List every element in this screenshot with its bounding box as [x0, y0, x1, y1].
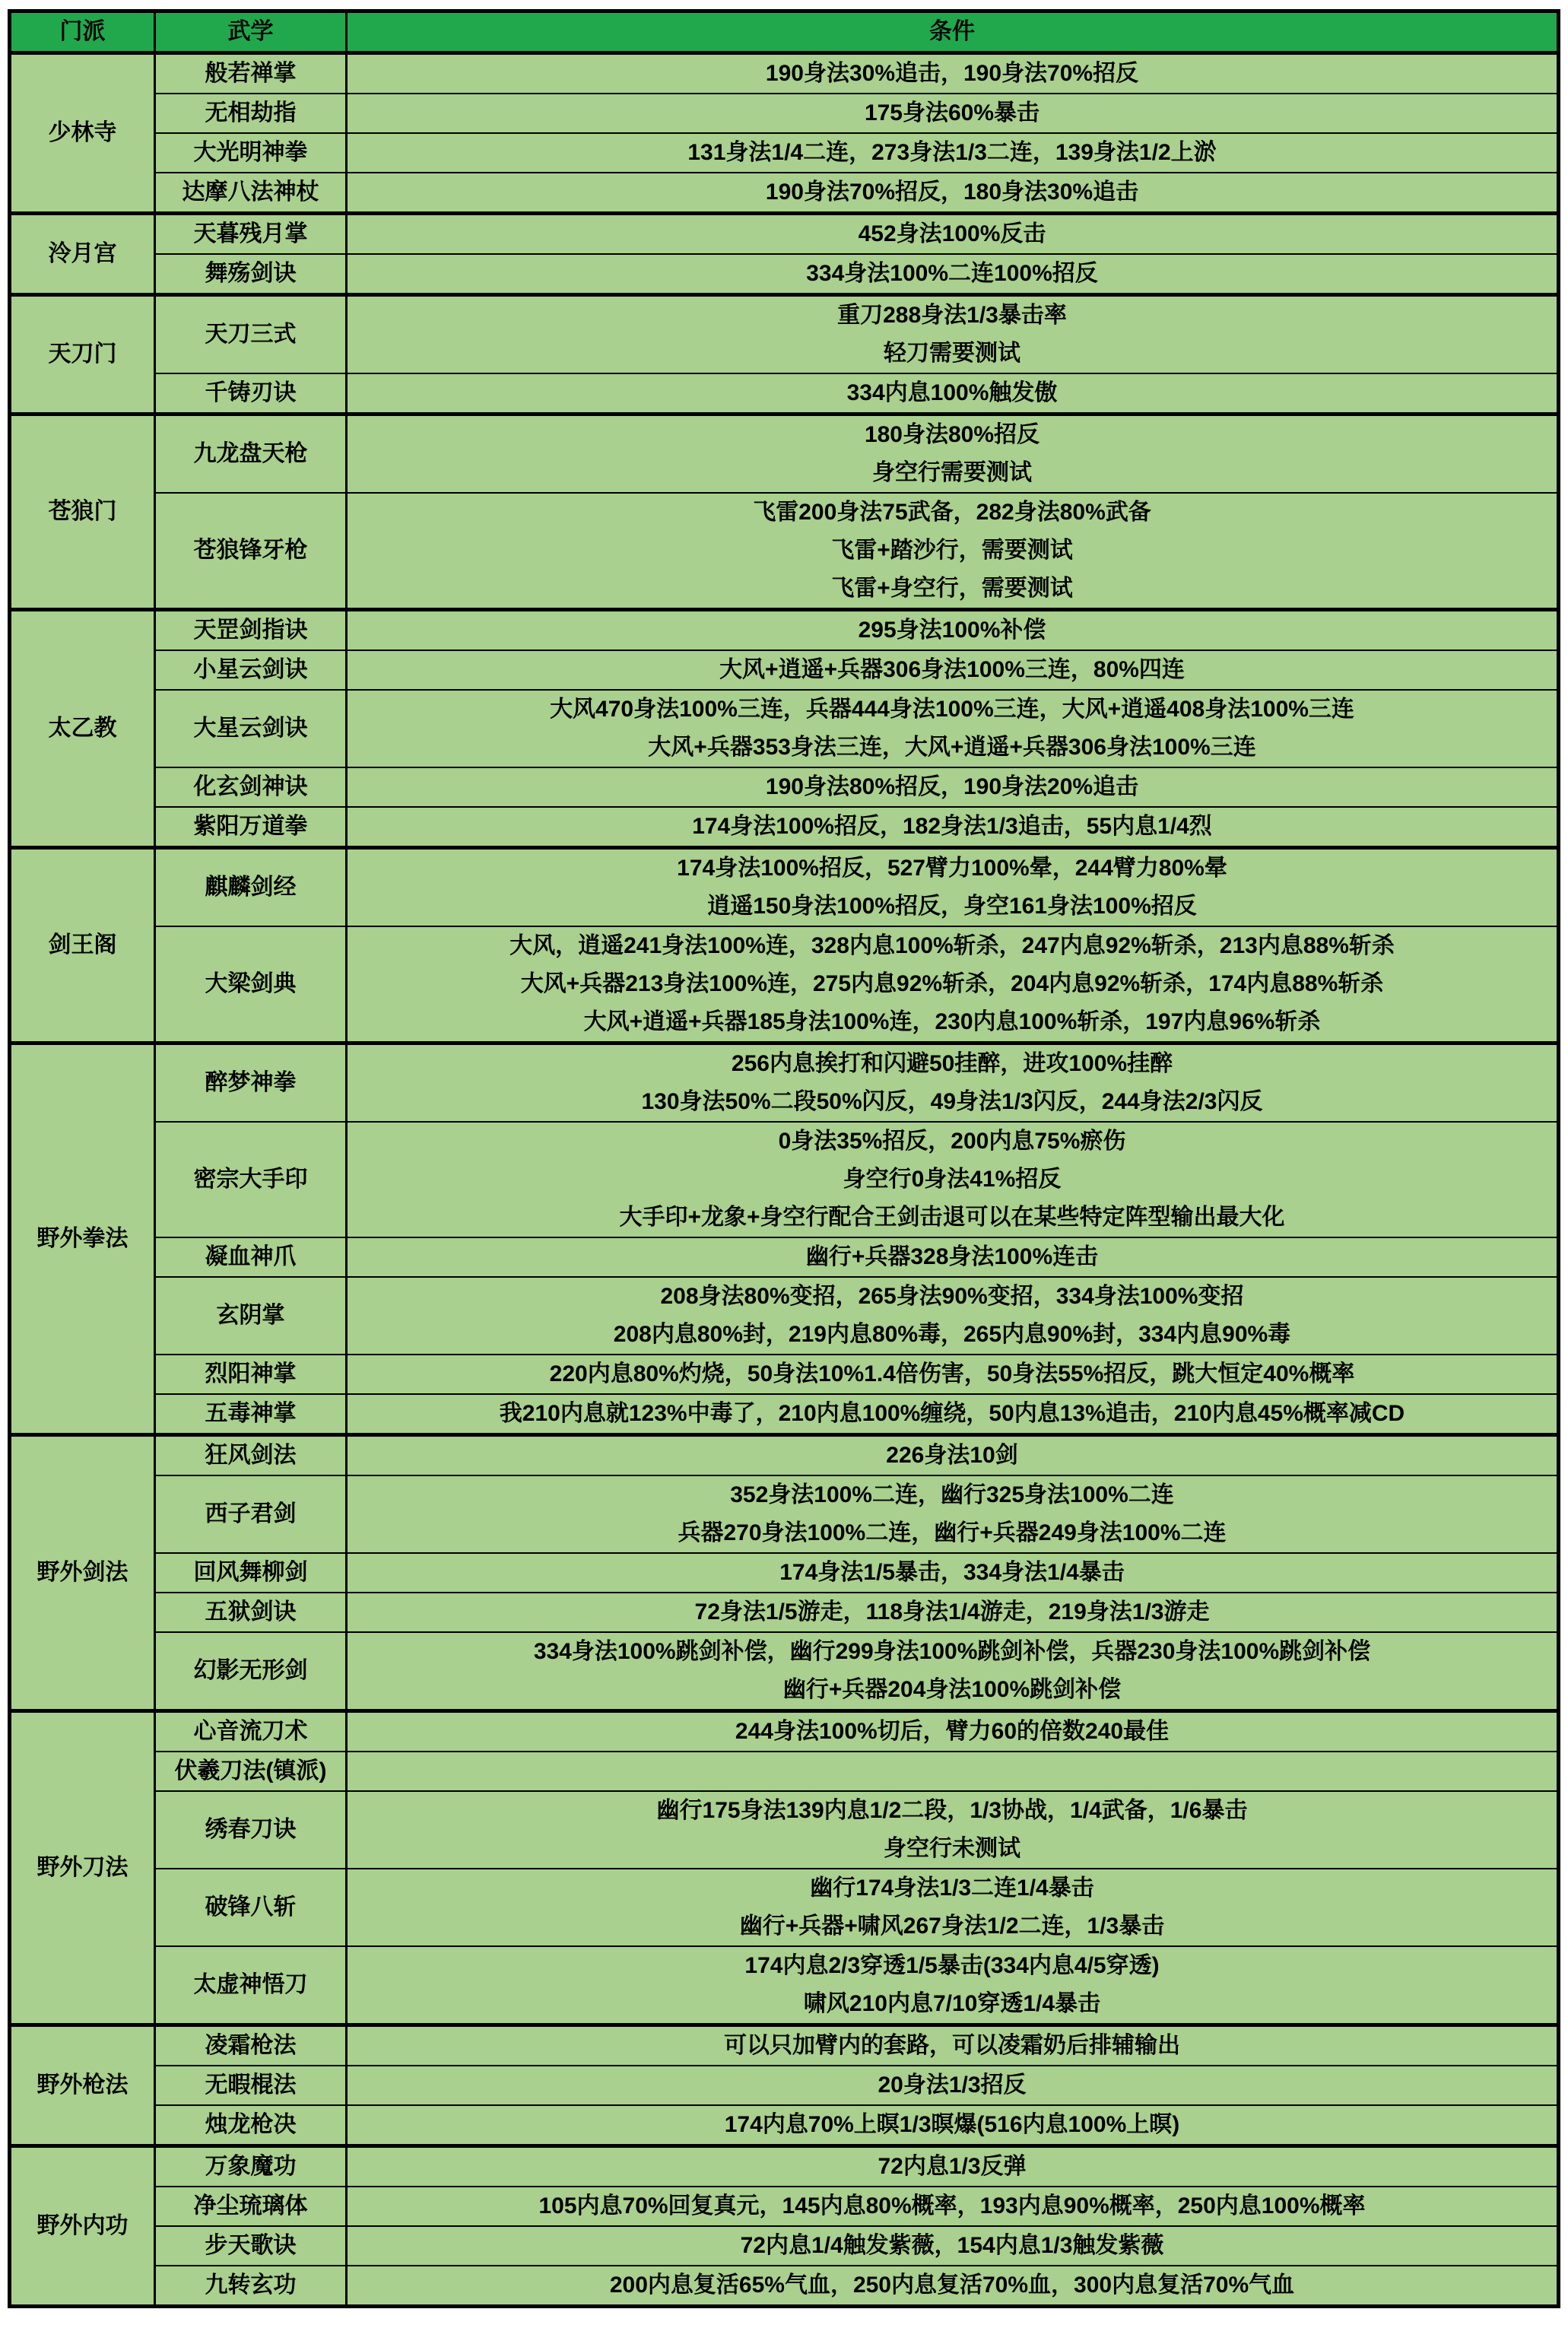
condition-line: 295身法100%补偿 — [858, 618, 1046, 643]
art-cell: 烈阳神掌 — [155, 1355, 347, 1394]
art-cell: 破锋八斩 — [155, 1869, 347, 1946]
table-row — [10, 1435, 1559, 1476]
condition-line: 幽行+兵器328身法100%连击 — [805, 1244, 1099, 1269]
condition-cell — [347, 1632, 1559, 1711]
condition-line: 334内息100%触发傲 — [846, 380, 1058, 405]
table-row — [10, 690, 1559, 767]
condition-cell — [347, 1122, 1559, 1237]
condition-line: 啸风210内息7/10穿透1/4暴击 — [803, 1991, 1101, 2016]
condition-line: 大风，逍遥241身法100%连，328内息100%斩杀，247内息92%斩杀，213内息88%斩杀 — [509, 933, 1395, 958]
table-row — [10, 1553, 1559, 1593]
table-row — [10, 1394, 1559, 1435]
condition-line: 244身法100%切后，臂力60的倍数240最佳 — [735, 1719, 1170, 1744]
condition-cell — [347, 493, 1559, 610]
table-row — [10, 53, 1559, 94]
table-row — [10, 2025, 1559, 2066]
condition-line: 190身法70%招反，180身法30%追击 — [765, 179, 1139, 205]
art-cell: 净尘琉璃体 — [155, 2187, 347, 2226]
condition-cell — [347, 2266, 1559, 2307]
sect-cell: 野外刀法 — [10, 1711, 155, 2025]
condition-cell — [347, 2066, 1559, 2105]
art-cell: 紫阳万道拳 — [155, 807, 347, 848]
condition-line: 131身法1/4二连，273身法1/3二连，139身法1/2上淤 — [687, 140, 1217, 165]
art-cell: 苍狼锋牙枪 — [155, 493, 347, 610]
condition-line: 幽行+兵器+啸风267身法1/2二连，1/3暴击 — [739, 1914, 1165, 1939]
table-row — [10, 1632, 1559, 1711]
condition-line: 130身法50%二段50%闪反，49身法1/3闪反，244身法2/3闪反 — [641, 1089, 1263, 1114]
table-row — [10, 2187, 1559, 2226]
art-cell: 玄阴掌 — [155, 1277, 347, 1355]
art-cell: 麒麟剑经 — [155, 848, 347, 927]
table-row — [10, 1791, 1559, 1869]
condition-line: 飞雷200身法75武备，282身法80%武备 — [753, 500, 1151, 525]
condition-cell — [347, 2146, 1559, 2187]
art-cell: 烛龙枪决 — [155, 2105, 347, 2146]
art-cell: 天刀三式 — [155, 295, 347, 374]
condition-line: 大风+兵器213身法100%连，275内息92%斩杀，204内息92%斩杀，174内息88%斩杀 — [520, 971, 1384, 996]
condition-line: 身空行未测试 — [884, 1836, 1020, 1861]
condition-cell — [347, 610, 1559, 651]
table-row — [10, 1237, 1559, 1277]
header-cond: 条件 — [347, 11, 1559, 53]
condition-line: 大风+逍遥+兵器306身法100%三连，80%四连 — [719, 657, 1185, 682]
table-row — [10, 807, 1559, 848]
condition-cell — [347, 807, 1559, 848]
table-row — [10, 414, 1559, 494]
condition-cell — [347, 1593, 1559, 1632]
art-cell: 伏羲刀法(镇派) — [155, 1752, 347, 1791]
condition-line: 身空行需要测试 — [872, 460, 1032, 485]
sect-cell: 少林寺 — [10, 53, 155, 214]
condition-line: 208身法80%变招，265身法90%变招，334身法100%变招 — [660, 1284, 1244, 1309]
table-row — [10, 2226, 1559, 2266]
condition-cell — [347, 2105, 1559, 2146]
art-cell: 小星云剑诀 — [155, 650, 347, 690]
condition-cell — [347, 2187, 1559, 2226]
art-cell: 西子君剑 — [155, 1475, 347, 1553]
art-cell: 狂风剑法 — [155, 1435, 347, 1476]
sect-cell: 野外拳法 — [10, 1043, 155, 1435]
condition-line: 幽行174身法1/3二连1/4暴击 — [810, 1876, 1094, 1901]
condition-line: 幽行175身法139内息1/2二段，1/3协战，1/4武备，1/6暴击 — [656, 1798, 1248, 1823]
art-cell: 天罡剑指诀 — [155, 610, 347, 651]
condition-line: 大风+兵器353身法三连，大风+逍遥+兵器306身法100%三连 — [648, 735, 1256, 760]
art-cell: 幻影无形剑 — [155, 1632, 347, 1711]
condition-cell — [347, 1791, 1559, 1869]
condition-line: 轻刀需要测试 — [884, 341, 1020, 366]
table-row — [10, 1752, 1559, 1791]
table-row — [10, 295, 1559, 374]
art-cell: 绣春刀诀 — [155, 1791, 347, 1869]
condition-cell — [347, 1869, 1559, 1946]
table-row — [10, 2066, 1559, 2105]
condition-line: 72内息1/4触发紫薇，154内息1/3触发紫薇 — [740, 2233, 1164, 2258]
condition-line: 174内息70%上暝1/3暝爆(516内息100%上暝) — [724, 2112, 1180, 2137]
art-cell: 大梁剑典 — [155, 926, 347, 1043]
martial-arts-table — [8, 9, 1560, 2308]
condition-line: 220内息80%灼烧，50身法10%1.4倍伤害，50身法55%招反，跳大恒定40%概率 — [549, 1361, 1355, 1386]
table-row — [10, 2146, 1559, 2187]
table-row — [10, 173, 1559, 214]
table-row — [10, 1946, 1559, 2025]
header-art: 武学 — [155, 11, 347, 53]
art-cell: 太虚神悟刀 — [155, 1946, 347, 2025]
sect-cell: 野外枪法 — [10, 2025, 155, 2146]
condition-cell — [347, 414, 1559, 494]
condition-cell — [347, 848, 1559, 927]
art-cell: 回风舞柳剑 — [155, 1553, 347, 1593]
art-cell: 步天歌诀 — [155, 2226, 347, 2266]
condition-line: 208内息80%封，219内息80%毒，265内息90%封，334内息90%毒 — [613, 1322, 1291, 1347]
condition-cell — [347, 767, 1559, 807]
condition-line: 0身法35%招反，200内息75%瘀伤 — [778, 1129, 1126, 1154]
art-cell: 达摩八法神杖 — [155, 173, 347, 214]
condition-cell — [347, 2025, 1559, 2066]
sect-cell: 太乙教 — [10, 610, 155, 848]
art-cell: 天暮残月掌 — [155, 214, 347, 255]
art-cell: 心音流刀术 — [155, 1711, 347, 1752]
sect-cell: 苍狼门 — [10, 414, 155, 610]
condition-line: 174身法100%招反，182身法1/3追击，55内息1/4烈 — [692, 814, 1212, 839]
art-cell: 凝血神爪 — [155, 1237, 347, 1277]
art-cell: 无相劫指 — [155, 94, 347, 133]
condition-line: 大风+逍遥+兵器185身法100%连，230内息100%斩杀，197内息96%斩杀 — [583, 1009, 1321, 1034]
condition-line: 105内息70%回复真元，145内息80%概率，193内息90%概率，250内息100%概率 — [538, 2193, 1366, 2219]
table-row — [10, 2266, 1559, 2307]
condition-cell — [347, 133, 1559, 173]
art-cell: 九转玄功 — [155, 2266, 347, 2307]
art-cell: 般若禅掌 — [155, 53, 347, 94]
art-cell: 无暇棍法 — [155, 2066, 347, 2105]
art-cell: 五狱剑诀 — [155, 1593, 347, 1632]
condition-cell — [347, 53, 1559, 94]
art-cell: 千铸刃诀 — [155, 373, 347, 414]
condition-line: 334身法100%跳剑补偿，幽行299身法100%跳剑补偿，兵器230身法100%跳剑补偿 — [533, 1639, 1371, 1664]
table-row — [10, 926, 1559, 1043]
condition-cell — [347, 1237, 1559, 1277]
condition-cell — [347, 214, 1559, 255]
table-row — [10, 1355, 1559, 1394]
condition-line: 452身法100%反击 — [858, 221, 1046, 246]
condition-line: 174身法100%招反，527臂力100%晕，244臂力80%晕 — [677, 856, 1227, 881]
condition-cell — [347, 1475, 1559, 1553]
condition-cell — [347, 1043, 1559, 1123]
table-body — [10, 53, 1559, 2307]
sect-cell: 剑王阁 — [10, 848, 155, 1043]
condition-line: 可以只加臂内的套路，可以凌霜奶后排辅输出 — [724, 2033, 1180, 2058]
table-row — [10, 1475, 1559, 1553]
condition-cell — [347, 1553, 1559, 1593]
condition-cell — [347, 1946, 1559, 2025]
art-cell: 化玄剑神诀 — [155, 767, 347, 807]
condition-cell — [347, 1394, 1559, 1435]
condition-cell — [347, 926, 1559, 1043]
condition-line: 175身法60%暴击 — [864, 100, 1040, 125]
condition-cell — [347, 173, 1559, 214]
table-row — [10, 214, 1559, 255]
condition-line: 逍遥150身法100%招反，身空161身法100%招反 — [707, 894, 1197, 919]
table-row — [10, 1711, 1559, 1752]
condition-line: 226身法10剑 — [886, 1443, 1018, 1468]
condition-line: 352身法100%二连，幽行325身法100%二连 — [730, 1482, 1174, 1507]
art-cell: 九龙盘天枪 — [155, 414, 347, 494]
condition-cell — [347, 1355, 1559, 1394]
condition-cell — [347, 254, 1559, 295]
art-cell: 舞殇剑诀 — [155, 254, 347, 295]
condition-cell — [347, 295, 1559, 374]
table-row — [10, 1043, 1559, 1123]
table-row — [10, 610, 1559, 651]
condition-line: 大手印+龙象+身空行配合王剑击退可以在某些特定阵型输出最大化 — [619, 1205, 1285, 1230]
condition-line: 190身法80%招反，190身法20%追击 — [765, 774, 1139, 799]
condition-line: 我210内息就123%中毒了，210内息100%缠绕，50内息13%追击，210内息45%概率减CD — [499, 1401, 1405, 1426]
condition-line: 180身法80%招反 — [864, 422, 1040, 447]
art-cell: 五毒神掌 — [155, 1394, 347, 1435]
art-cell: 大星云剑诀 — [155, 690, 347, 767]
art-cell: 醉梦神拳 — [155, 1043, 347, 1123]
art-cell: 凌霜枪法 — [155, 2025, 347, 2066]
sect-cell: 野外剑法 — [10, 1435, 155, 1711]
table-row — [10, 254, 1559, 295]
condition-line: 256内息挨打和闪避50挂醉，进攻100%挂醉 — [731, 1051, 1173, 1076]
table-row — [10, 1593, 1559, 1632]
condition-line — [348, 1752, 1557, 1790]
condition-cell — [347, 1752, 1559, 1791]
condition-cell — [347, 690, 1559, 767]
art-cell: 密宗大手印 — [155, 1122, 347, 1237]
condition-line: 174身法1/5暴击，334身法1/4暴击 — [779, 1560, 1125, 1585]
condition-cell — [347, 1435, 1559, 1476]
condition-line: 大风470身法100%三连，兵器444身法100%三连，大风+逍遥408身法100%三连 — [550, 697, 1354, 722]
table-row — [10, 493, 1559, 610]
table-row — [10, 373, 1559, 414]
condition-cell — [347, 94, 1559, 133]
table-row — [10, 2105, 1559, 2146]
header-row — [10, 11, 1559, 53]
table-row — [10, 1869, 1559, 1946]
sect-cell: 天刀门 — [10, 295, 155, 414]
condition-line: 兵器270身法100%二连，幽行+兵器249身法100%二连 — [678, 1520, 1227, 1545]
condition-line: 72身法1/5游走，118身法1/4游走，219身法1/3游走 — [694, 1599, 1210, 1625]
table-row — [10, 1277, 1559, 1355]
table-row — [10, 767, 1559, 807]
sect-cell: 泠月宫 — [10, 214, 155, 295]
condition-cell — [347, 650, 1559, 690]
condition-cell — [347, 1277, 1559, 1355]
condition-line: 190身法30%追击，190身法70%招反 — [765, 61, 1139, 86]
condition-line: 72内息1/3反弹 — [878, 2154, 1027, 2179]
condition-line: 幽行+兵器204身法100%跳剑补偿 — [782, 1677, 1122, 1702]
table-row — [10, 650, 1559, 690]
condition-cell — [347, 373, 1559, 414]
table-header — [10, 11, 1559, 53]
condition-line: 200内息复活65%气血，250内息复活70%血，300内息复活70%气血 — [609, 2273, 1295, 2298]
table-row — [10, 848, 1559, 927]
condition-line: 飞雷+身空行，需要测试 — [831, 576, 1073, 601]
sect-cell: 野外内功 — [10, 2146, 155, 2307]
condition-line: 身空行0身法41%招反 — [843, 1167, 1062, 1192]
condition-line: 20身法1/3招反 — [878, 2072, 1027, 2098]
condition-line: 重刀288身法1/3暴击率 — [837, 303, 1067, 328]
table-row — [10, 133, 1559, 173]
condition-line: 334身法100%二连100%招反 — [806, 261, 1098, 286]
condition-line: 174内息2/3穿透1/5暴击(334内息4/5穿透) — [744, 1953, 1160, 1978]
art-cell: 大光明神拳 — [155, 133, 347, 173]
condition-cell — [347, 2226, 1559, 2266]
table-row — [10, 1122, 1559, 1237]
table-row — [10, 94, 1559, 133]
header-sect: 门派 — [10, 11, 155, 53]
condition-line: 飞雷+踏沙行，需要测试 — [831, 538, 1073, 563]
condition-cell — [347, 1711, 1559, 1752]
art-cell: 万象魔功 — [155, 2146, 347, 2187]
